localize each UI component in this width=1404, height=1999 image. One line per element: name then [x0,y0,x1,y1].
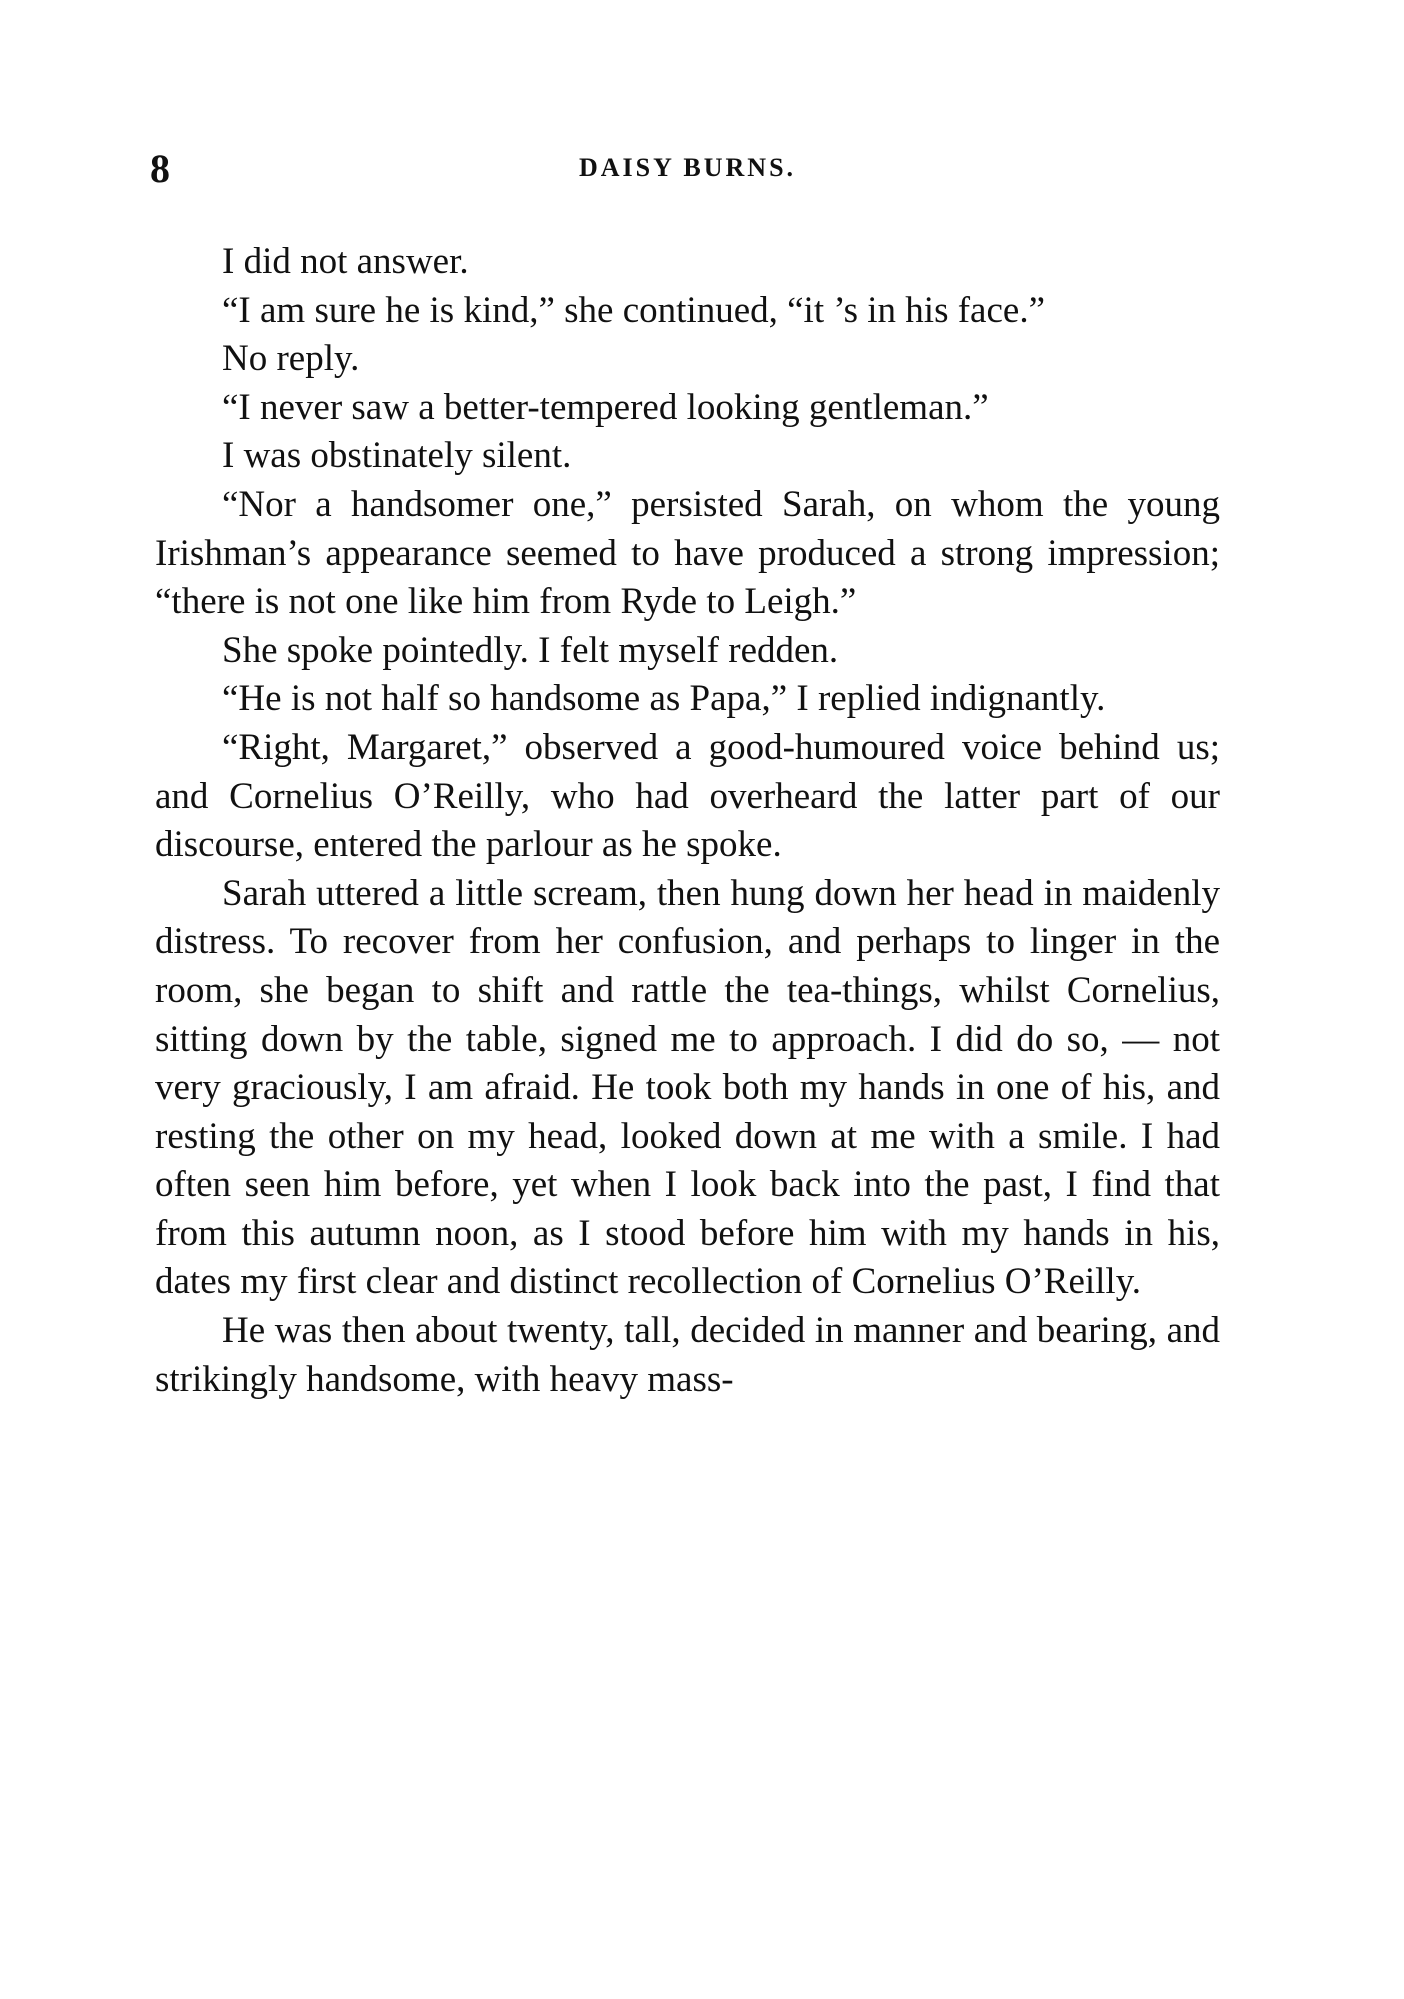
paragraph: Sarah uttered a little scream, then hung down her head in maidenly distress. To recover from her confusion, and perhaps to linger in the room, she began to shift and rattle the tea-things, whilst Cornelius, sitting down by the table, signed me to approach. I did do so, — not very graciously, I am afraid. He took both my hands in one of his, and resting the other on my head, looked down at me with a smile. I had often seen him before, yet when I look back into the past, I find that from this autumn noon, as I stood before him with my hands in his, dates my first clear and distinct recollection of Cornelius O’Reilly. [155,872,1220,1303]
running-title: DAISY BURNS. [578,153,797,182]
body-text [155,238,1220,1404]
paragraph: “I never saw a better-tempered looking gentleman.” [222,386,989,428]
paragraph: “Right, Margaret,” observed a good-humoured voice behind us; and Cornelius O’Reilly, who had overheard the latter part of our discourse, entered the parlour as he spoke. [155,726,1220,866]
paragraph: “Nor a handsomer one,” persisted Sarah, on whom the young Irishman’s appearance seemed to have produced a strong impression; “there is not one like him from Ryde to Leigh.” [155,483,1220,623]
paragraph: I did not answer. [222,241,469,282]
paragraph: No reply. [222,338,360,380]
running-head [150,145,1225,195]
paragraph: She spoke pointedly. I felt myself redden. [222,629,839,671]
paragraph: “I am sure he is kind,” she continued, “it ’s in his face.” [222,289,1045,331]
paragraph: He was then about twenty, tall, decided in manner and bearing, and strikingly handsome, with heavy mass- [155,1310,1220,1400]
paragraph: “He is not half so handsome as Papa,” I replied indignantly. [222,678,1106,720]
page-number: 8 [150,146,170,191]
paragraph: I was obstinately silent. [222,435,572,477]
